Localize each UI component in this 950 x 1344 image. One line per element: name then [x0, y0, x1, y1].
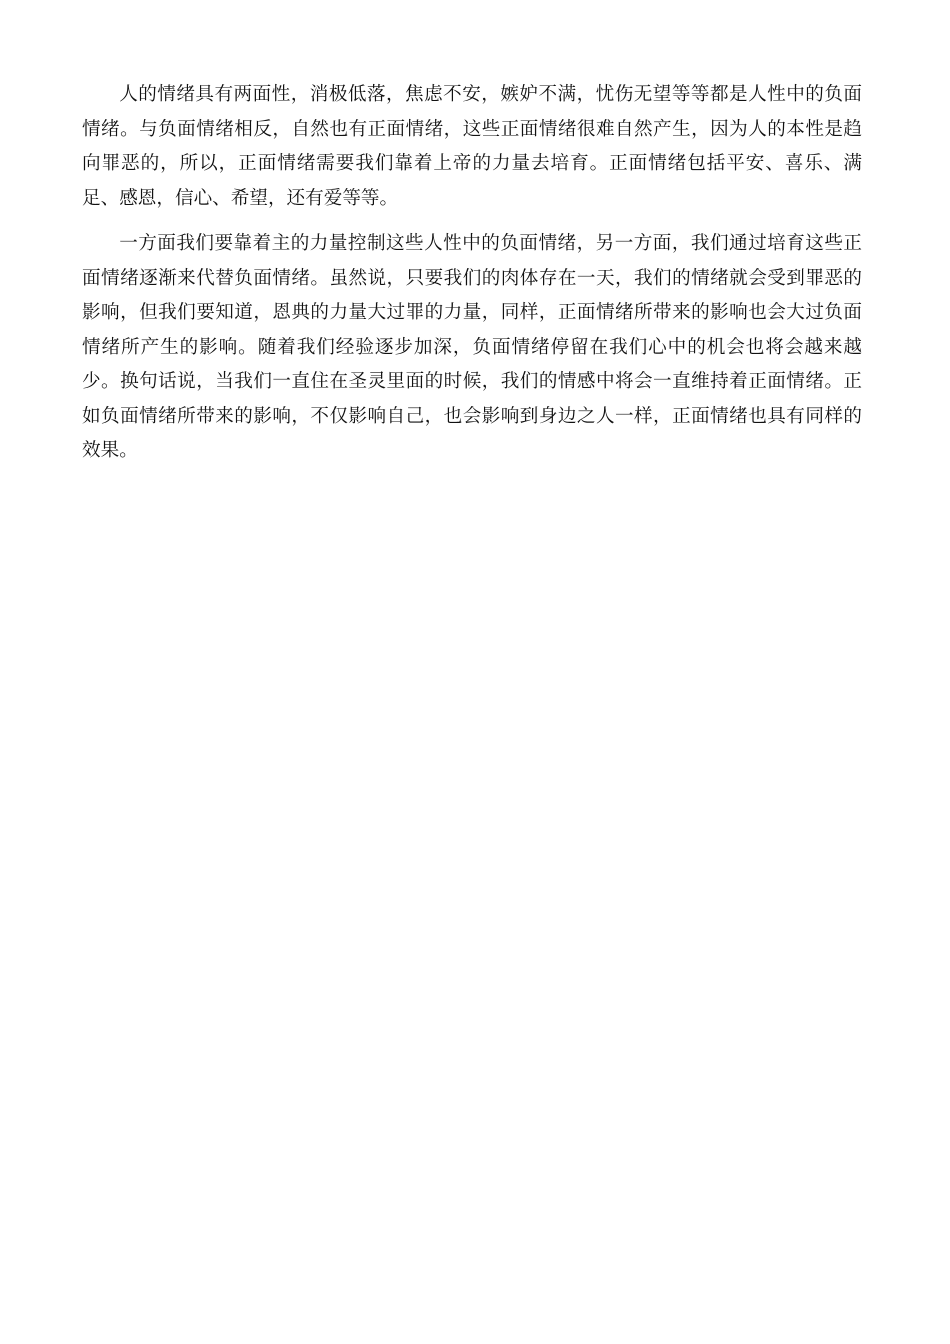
paragraph-1: 人的情绪具有两面性，消极低落，焦虑不安，嫉妒不满，忧伤无望等等都是人性中的负面情绪。与负面情绪相反，自然也有正面情绪，这些正面情绪很难自然产生，因为人的本性是趋向罪恶的，所以，正面情绪需要我们靠着上帝的力量去培育。正面情绪包括平安、喜乐、满足、感恩，信心、希望，还有爱等等。	[82, 84, 862, 209]
document-body	[82, 78, 862, 480]
paragraph-2: 一方面我们要靠着主的力量控制这些人性中的负面情绪，另一方面，我们通过培育这些正面情绪逐渐来代替负面情绪。虽然说，只要我们的肉体存在一天，我们的情绪就会受到罪恶的影响，但我们要知道，恩典的力量大过罪的力量，同样，正面情绪所带来的影响也会大过负面情绪所产生的影响。随着我们经验逐步加深，负面情绪停留在我们心中的机会也将会越来越少。换句话说，当我们一直住在圣灵里面的时候，我们的情感中将会一直维持着正面情绪。正如负面情绪所带来的影响，不仅影响自己，也会影响到身边之人一样，正面情绪也具有同样的效果。	[82, 233, 862, 461]
